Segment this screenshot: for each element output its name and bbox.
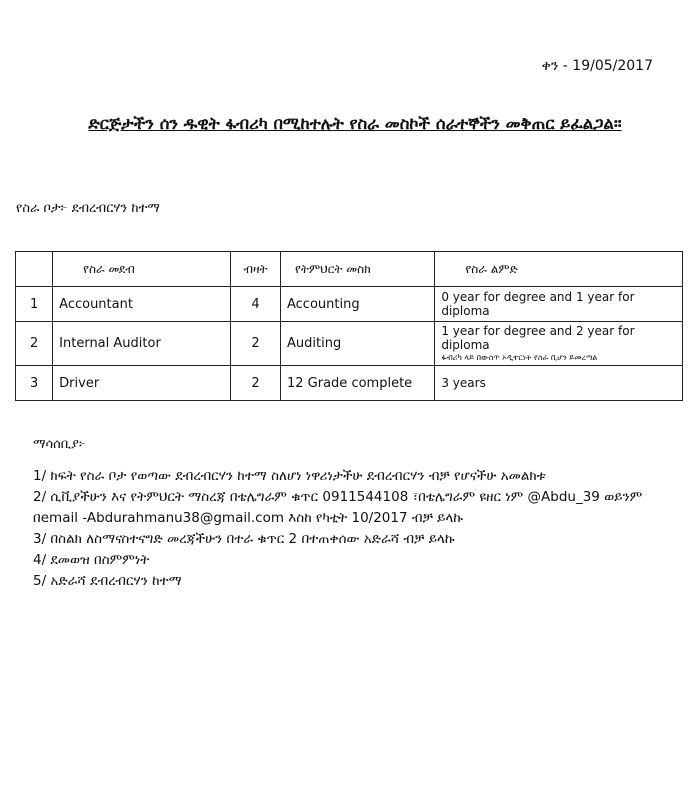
row-number: 2: [16, 322, 53, 366]
header-number: [16, 252, 53, 287]
row-number: 1: [16, 287, 53, 322]
row-experience-text: 0 year for degree and 1 year for diploma: [441, 290, 635, 318]
table-row: [16, 322, 683, 366]
row-experience-note: ፋብሪካ ላይ በውስጥ ኦዲተርነት የስራ ቢሆን ይመረጣል: [441, 353, 598, 362]
row-experience-text: 1 year for degree and 2 year for diploma: [441, 324, 635, 352]
document-title: [60, 110, 650, 137]
note-item: 5/ አድራሻ ደብረብርሃን ከተማ: [33, 573, 182, 589]
row-experience: [435, 322, 683, 366]
header-education: የትምህርት መስክ: [281, 252, 435, 287]
row-education: Accounting: [281, 287, 435, 322]
row-experience: [435, 287, 683, 322]
work-location: የስራ ቦታ፦ ደብረብርሃን ከተማ: [16, 201, 160, 216]
row-experience-text: 3 years: [441, 376, 486, 390]
header-position: የስራ መደብ: [53, 252, 231, 287]
row-position: Driver: [53, 366, 231, 401]
notes-heading: ማሳሰቢያ፦: [33, 437, 86, 452]
row-experience: [435, 366, 683, 401]
table-header-row: [16, 252, 683, 287]
row-education: Auditing: [281, 322, 435, 366]
vacancy-table: [15, 251, 683, 401]
note-item: 1/ ክፍት የስራ ቦታ የወጣው ደብረብርሃን ከተማ ስለሆነ ነዋሪነታችሁ ደብረብርሃን ብቻ የሆናችሁ አመልክቱ: [33, 468, 546, 484]
row-number: 3: [16, 366, 53, 401]
row-position: Accountant: [53, 287, 231, 322]
header-quantity: ብዛት: [231, 252, 281, 287]
table-row: [16, 366, 683, 401]
note-item: 4/ ደመወዝ በስምምነት: [33, 552, 150, 568]
row-quantity: 4: [231, 287, 281, 322]
document-date: ቀን - 19/05/2017: [541, 58, 653, 74]
row-quantity: 2: [231, 322, 281, 366]
row-education: 12 Grade complete: [281, 366, 435, 401]
row-quantity: 2: [231, 366, 281, 401]
table-row: [16, 287, 683, 322]
note-item: 3/ በስልክ ለስማናስተናግድ መረጃችሁን በተራ ቁጥር 2 በተጠቀሰው አድራሻ ብቻ ይላኩ: [33, 531, 455, 547]
document-title-text: ድርጅታችን ሰን ዱዊት ፋብሪካ በሚከተሉት የስራ መስኮች ሰራተኞችን መቅጠር ይፈልጋል።: [88, 114, 622, 133]
note-item: 2/ ሲቪያችሁን እና የትምህርት ማስረጃ በቴሌግራም ቁጥር 0911544108 ፣በቴሌግራም ዩዘር ነም @Abdu_39 ወይንም በemail -Abdurahmanu38@gmail.com እስከ የካቲት 10/2017 ብቻ ይላኩ: [33, 489, 643, 526]
row-position: Internal Auditor: [53, 322, 231, 366]
notes-list: [33, 466, 663, 592]
header-experience: የስራ ልምድ: [435, 252, 683, 287]
